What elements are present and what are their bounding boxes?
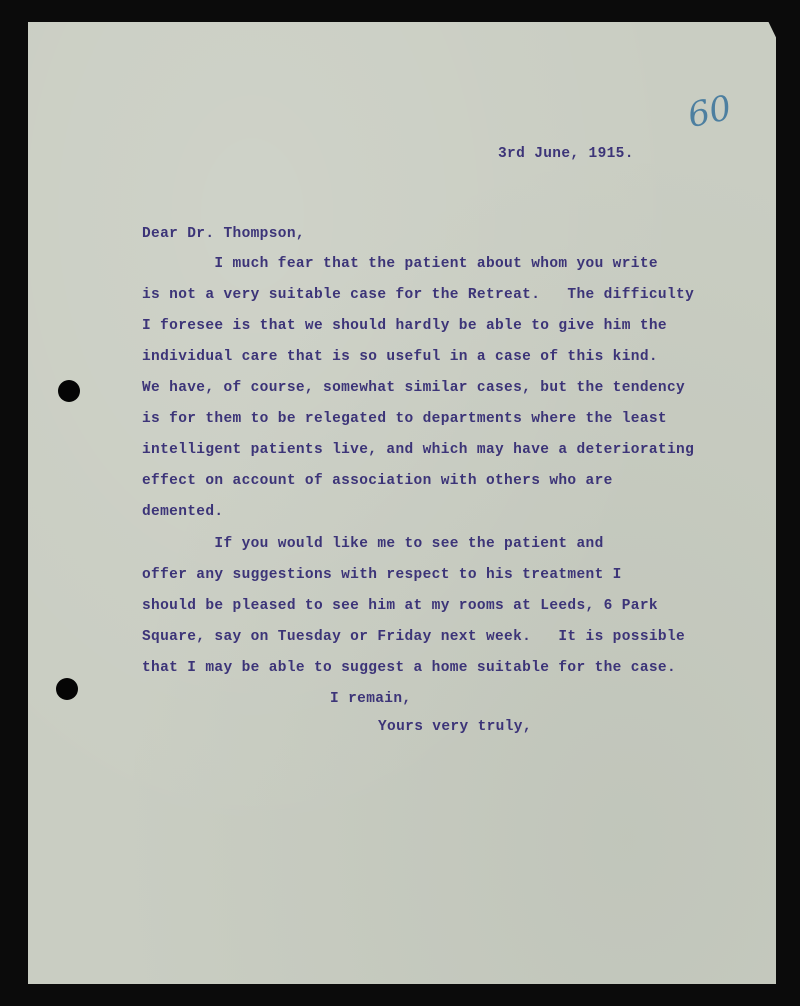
closing-signoff: Yours very truly, (378, 719, 532, 735)
paragraph-1-line: I much fear that the patient about whom you write (142, 256, 658, 272)
paragraph-2-line: that I may be able to suggest a home suitable for the case. (142, 660, 677, 676)
punch-hole-bottom (56, 678, 78, 700)
paragraph-2-line: should be pleased to see him at my rooms at Leeds, 6 Park (142, 598, 658, 614)
paragraph-1-line: effect on account of association with others who are (142, 473, 613, 489)
punch-hole-top (58, 380, 80, 402)
closing-remain: I remain, (330, 691, 412, 707)
paragraph-1-line: individual care that is so useful in a case of this kind. (142, 349, 658, 365)
paragraph-1-line: demented. (142, 504, 224, 520)
letter-sheet (28, 22, 776, 984)
paragraph-1-line: is for them to be relegated to departments where the least (142, 411, 667, 427)
paragraph-2-line: Square, say on Tuesday or Friday next week. It is possible (142, 629, 686, 645)
paragraph-1-line: I foresee is that we should hardly be able to give him the (142, 318, 667, 334)
paragraph-1-line: intelligent patients live, and which may have a deteriorating (142, 442, 695, 458)
letter-date: 3rd June, 1915. (498, 146, 634, 162)
paragraph-2-line: If you would like me to see the patient and (142, 536, 604, 552)
salutation: Dear Dr. Thompson, (142, 226, 305, 242)
paragraph-1-line: is not a very suitable case for the Retreat. The difficulty (142, 287, 695, 303)
paragraph-2-line: offer any suggestions with respect to his treatment I (142, 567, 622, 583)
folio-number: 60 (684, 87, 735, 137)
paragraph-1-line: We have, of course, somewhat similar cases, but the tendency (142, 380, 686, 396)
